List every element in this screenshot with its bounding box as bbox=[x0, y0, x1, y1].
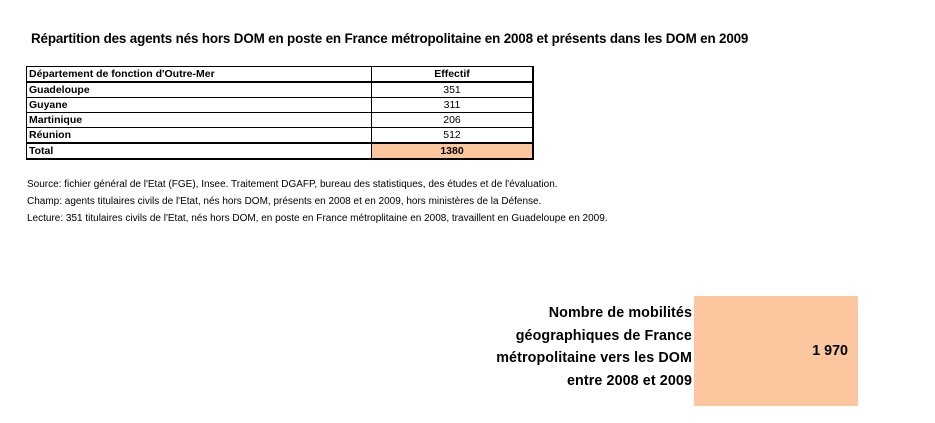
row-label-martinique: Martinique bbox=[27, 113, 372, 128]
champ-note: Champ: agents titulaires civils de l'Etat, nés hors DOM, présents en 2008 et en 2009, hors ministères de la Défense. bbox=[27, 196, 542, 207]
effectif-table bbox=[26, 66, 534, 160]
summary-value-box bbox=[694, 296, 858, 406]
total-value: 1380 bbox=[372, 143, 534, 159]
table-header-row bbox=[27, 67, 534, 83]
summary-value: 1 970 bbox=[812, 343, 848, 359]
page-title: Répartition des agents nés hors DOM en poste en France métropolitaine en 2008 et présents dans les DOM en 2009 bbox=[31, 31, 749, 46]
summary-label-line: géographiques de France bbox=[515, 327, 692, 344]
summary-label bbox=[410, 302, 692, 392]
lecture-note: Lecture: 351 titulaires civils de l'Etat, nés hors DOM, en poste en France métroplitaine en 2008, travaillent en Guadeloupe en 2009. bbox=[27, 213, 608, 224]
summary-label-line: Nombre de mobilités bbox=[548, 305, 692, 321]
row-label-guadeloupe: Guadeloupe bbox=[27, 82, 372, 98]
summary-label-line: entre 2008 et 2009 bbox=[567, 372, 692, 389]
header-departement: Département de fonction d'Outre-Mer bbox=[27, 67, 372, 83]
source-note: Source: fichier général de l'Etat (FGE), Insee. Traitement DGAFP, bureau des statistiques, des études et de l'évaluation. bbox=[27, 179, 558, 190]
notes-block bbox=[27, 176, 608, 227]
row-value-martinique: 206 bbox=[372, 113, 534, 128]
table-row bbox=[27, 82, 534, 98]
table-row bbox=[27, 98, 534, 113]
table-row bbox=[27, 128, 534, 144]
row-value-guyane: 311 bbox=[372, 98, 534, 113]
row-value-guadeloupe: 351 bbox=[372, 82, 534, 98]
row-value-reunion: 512 bbox=[372, 128, 534, 144]
row-label-guyane: Guyane bbox=[27, 98, 372, 113]
table-row bbox=[27, 113, 534, 128]
summary-label-line: métropolitaine vers les DOM bbox=[496, 350, 692, 366]
row-label-reunion: Réunion bbox=[27, 128, 372, 144]
table-total-row bbox=[27, 143, 534, 159]
header-effectif: Effectif bbox=[372, 67, 534, 83]
total-label: Total bbox=[27, 143, 372, 159]
